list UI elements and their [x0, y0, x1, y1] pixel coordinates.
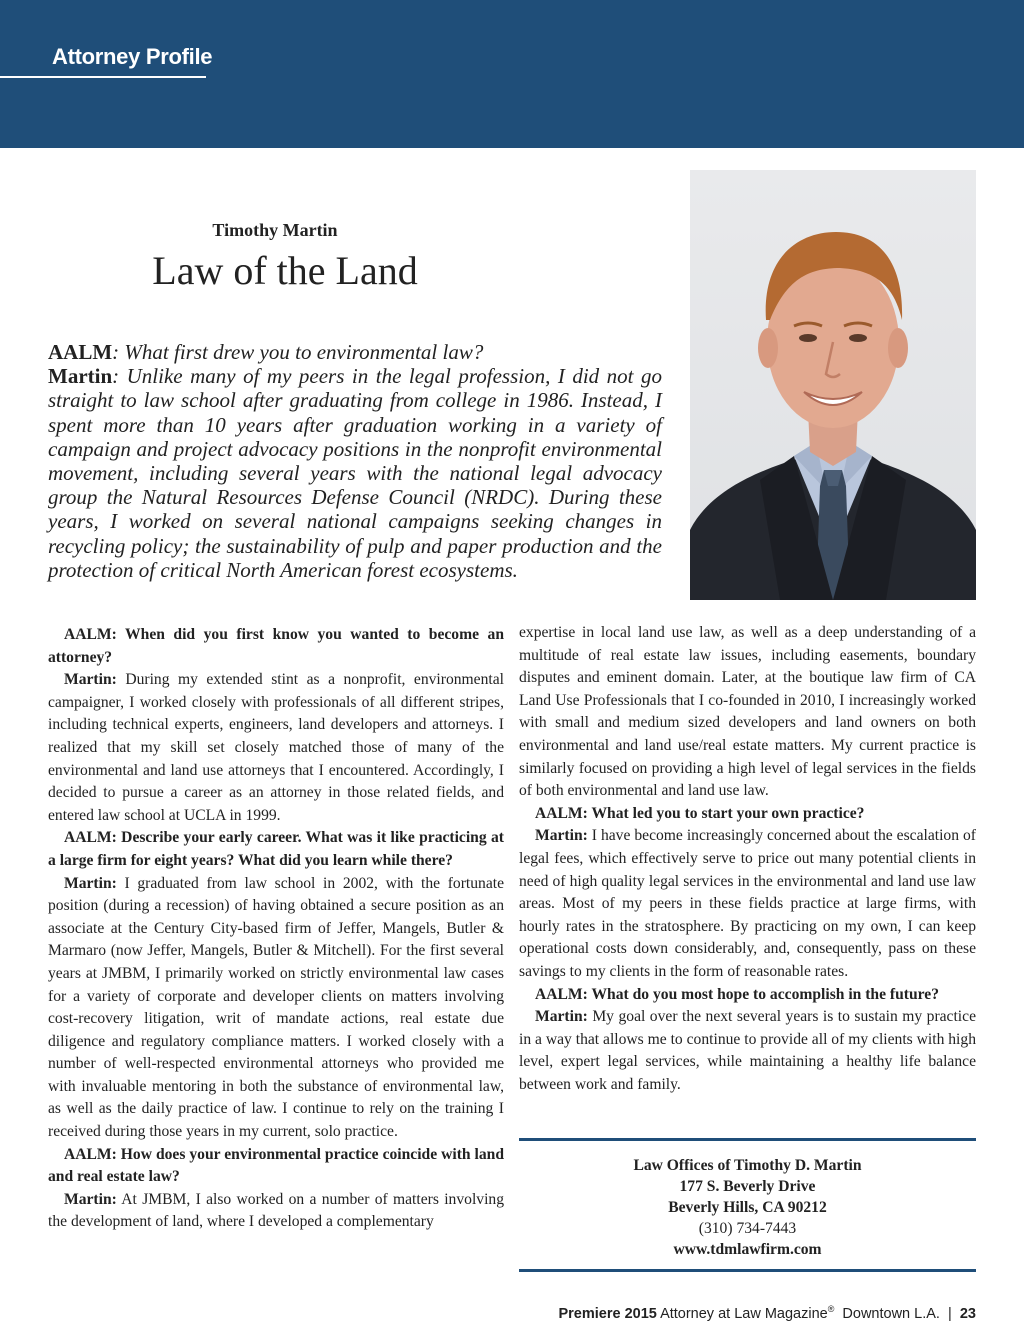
answer-1 [48, 669, 504, 827]
intro-q-speaker: AALM [48, 340, 113, 364]
intro-question-text: : What first drew you to environmental law? [112, 340, 484, 364]
portrait-illustration [690, 170, 976, 600]
intro-answer [48, 364, 662, 582]
answer-4 [519, 825, 976, 983]
intro-qa [48, 340, 662, 582]
answer-speaker: Martin: [64, 874, 117, 892]
section-title: Attorney Profile [52, 44, 213, 69]
attorney-portrait [690, 170, 976, 600]
contact-box [519, 1138, 976, 1272]
firm-name: Law Offices of Timothy D. Martin [633, 1157, 862, 1174]
registered-mark: ® [827, 1304, 835, 1314]
answer-speaker: Martin: [535, 1008, 588, 1026]
question-4: AALM: What led you to start your own practice? [535, 804, 865, 822]
footer-issue: Premiere 2015 [558, 1305, 657, 1322]
answer-2-text: I graduated from law school in 2002, with the fortunate position (during a recession) of having obtained a secure position as an associate at the Century City-based firm of Jeffer, Mangels, Butler & Marmaro (now Jeffer, Mangels, Butler & Mitchell). For the first several years at JMBM, I primarily worked on strictly environmental law cases for a variety of corporate and developer clients on matters involving cost-recovery litigation, writ of mandate actions, real estate due diligence and regulatory compliance matters. I worked closely with a number of well-respected environmental attorneys who provided me with invaluable mentoring in both the substance of environmental law, as well as the daily practice of law. I continue to rely on the training I received during those years in my current, solo practice. [48, 874, 504, 1141]
footer-magazine: Attorney at Law Magazine [660, 1305, 828, 1322]
intro-a-speaker: Martin [48, 364, 113, 389]
answer-speaker: Martin: [64, 1190, 117, 1208]
title-underline [0, 76, 206, 78]
website-link[interactable]: www.tdmlawfirm.com [673, 1241, 822, 1258]
intro-question [48, 340, 662, 364]
answer-speaker: Martin: [535, 827, 588, 845]
answer-4-text: I have become increasingly concerned about the escalation of legal fees, which effectively serve to price out many potential clients in need of high quality legal services in the environmental and land use law areas. Most of my peers in these fields practice at large firms, with hourly rates in the stratosphere. By practicing on my own, I can keep operational costs down considerably, and, consequently, pass on these savings to my clients in the form of reasonable rates. [519, 827, 976, 980]
article-headline: Law of the Land [152, 248, 418, 293]
intro-answer-text: : Unlike many of my peers in the legal profession, I did not go straight to law school after graduating from college in 1986. Instead, I spent more than 10 years after graduation working in a variety of campaign and project advocacy positions in the nonprofit environmental movement, including several years with the national legal advocacy group the Natural Resources Defense Council (NRDC). During these years, I worked on several national campaigns seeking changes in recycling policy; the sustainability of pulp and paper production and the protection of critical North American forest ecosystems. [48, 364, 662, 582]
phone-number: (310) 734-7443 [698, 1220, 797, 1237]
left-column [48, 624, 504, 1234]
answer-5-text: My goal over the next several years is to sustain my practice in a way that allows me to continue to provide all of my clients with high level, expert legal services, while maintaining a healthy life balance between work and family. [519, 1008, 976, 1093]
question-2: AALM: Describe your early career. What was it like practicing at a large firm for eight years? What did you learn while there? [48, 829, 504, 869]
right-column [519, 622, 976, 1096]
street-address: 177 S. Beverly Drive [679, 1178, 816, 1195]
question-3: AALM: How does your environmental practice coincide with land and real estate law? [48, 1145, 504, 1186]
question-5: AALM: What do you most hope to accomplish in the future? [535, 985, 940, 1003]
header-banner [0, 0, 1024, 148]
city-state-zip: Beverly Hills, CA 90212 [668, 1199, 827, 1216]
answer-3-text: At JMBM, I also worked on a number of matters involving the development of land, where I developed a complementary [48, 1190, 504, 1231]
answer-3 [48, 1189, 504, 1234]
answer-3-continued: expertise in local land use law, as well as a deep understanding of a multitude of real estate law issues, including easements, boundary disputes and eminent domain. Later, at the boutique law firm of CA Land Use Professionals that I co-founded in 2010, I increasingly worked with small and medium sized developers and land owners on both environmental and land use/real estate matters. My current practice is similarly focused on providing a high level of legal services in the fields of both environmental and land use law. [519, 624, 976, 800]
answer-5 [519, 1006, 976, 1096]
author-name: Timothy Martin [212, 220, 338, 240]
page-footer [558, 1304, 976, 1322]
question-1: AALM: When did you first know you wanted to become an attorney? [48, 626, 504, 666]
page-number: 23 [959, 1305, 976, 1322]
answer-1-text: During my extended stint as a nonprofit, environmental campaigner, I worked closely with professionals of all different stripes, including technical experts, engineers, land developers and attorneys. I realized that my skill set closely matched those of many of the environmental and land use attorneys that I encountered. Accordingly, I decided to pursue a career as an attorney in those related fields, and entered law school at UCLA in 1999. [48, 671, 504, 824]
answer-speaker: Martin: [64, 671, 117, 689]
footer-separator: | [948, 1305, 952, 1322]
answer-2 [48, 873, 504, 1144]
footer-edition: Downtown L.A. [842, 1305, 940, 1322]
